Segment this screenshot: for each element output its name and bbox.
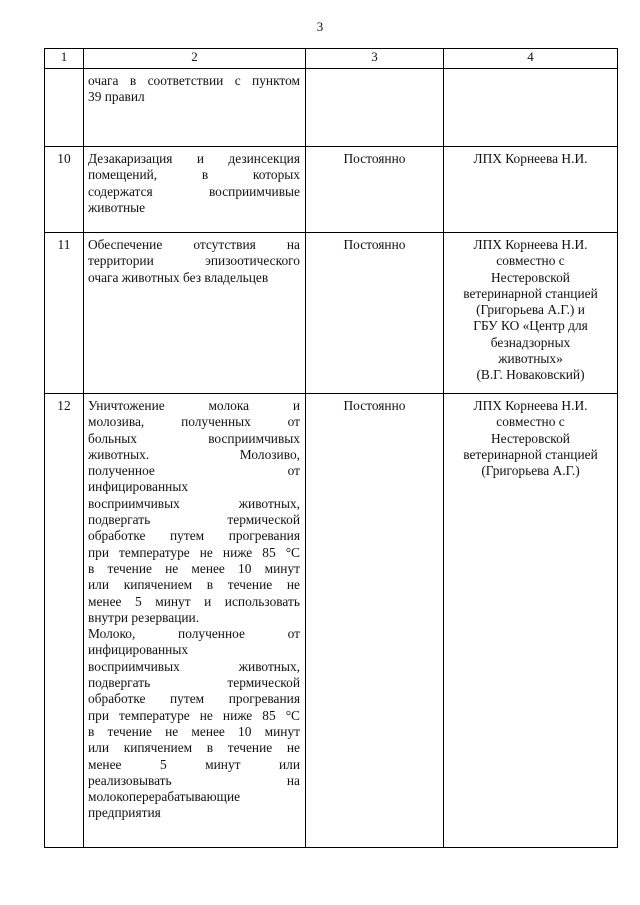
description-line: внутри резервации. xyxy=(88,609,200,625)
responsible-line: (Григорьева А.Г.) и xyxy=(476,302,585,318)
responsible-line: Нестеровской xyxy=(491,269,570,285)
column-header: 2 xyxy=(84,49,306,69)
responsible-line: (Григорьева А.Г.) xyxy=(481,463,580,479)
row-number: 11 xyxy=(45,233,84,394)
description-line: или кипячением в течение не xyxy=(88,740,300,756)
description-line: реализовывать на xyxy=(88,772,300,788)
header-row xyxy=(45,49,618,69)
description-line: очага в соответствии с пунктом xyxy=(88,73,300,88)
responsible-line: безнадзорных xyxy=(490,334,571,350)
description-line: Уничтожение молока и xyxy=(88,398,300,413)
table-row xyxy=(45,394,618,848)
plan-table xyxy=(44,48,618,848)
description-line: полученное от xyxy=(88,463,300,479)
description-line: подвергать термической xyxy=(88,512,300,528)
responsible-party xyxy=(444,233,618,394)
page-number: 3 xyxy=(316,19,324,34)
description-line: больных восприимчивых xyxy=(88,430,300,446)
description-line: Дезакаризация и дезинсекция xyxy=(88,151,300,166)
description-line: Обеспечение отсутствия на xyxy=(88,237,300,252)
description-line: 39 правил xyxy=(88,89,145,105)
description-line: обработке путем прогревания xyxy=(88,528,300,544)
responsible-line: ветеринарной станцией xyxy=(463,446,598,462)
description-line: инфицированных xyxy=(88,479,189,495)
description-line: восприимчивых животных, xyxy=(88,658,300,674)
column-header: 4 xyxy=(444,49,618,69)
description-line: при температуре не ниже 85 °С xyxy=(88,707,300,723)
description-line: менее 5 минут или xyxy=(88,756,300,772)
description-line: в течение не менее 10 минут xyxy=(88,560,300,576)
description-line: подвергать термической xyxy=(88,675,300,691)
measure-description xyxy=(84,69,306,147)
description-line: территории эпизоотического xyxy=(88,253,300,269)
table-row xyxy=(45,147,618,233)
table-row xyxy=(45,69,618,147)
description-line: предприятия xyxy=(88,805,161,821)
description-line: обработке путем прогревания xyxy=(88,691,300,707)
description-line: восприимчивых животных, xyxy=(88,495,300,511)
responsible-line: ЛПХ Корнеева Н.И. xyxy=(473,237,588,252)
responsible-line: ЛПХ Корнеева Н.И. xyxy=(473,151,588,166)
responsible-line: ГБУ КО «Центр для xyxy=(473,318,588,334)
description-line: при температуре не ниже 85 °С xyxy=(88,544,300,560)
description-line: или кипячением в течение не xyxy=(88,577,300,593)
description-line: Молоко, полученное от xyxy=(88,626,300,642)
measure-description xyxy=(84,394,306,848)
table-row xyxy=(45,233,618,394)
deadline: Постоянно xyxy=(306,233,444,394)
responsible-line: животных» xyxy=(498,351,563,367)
responsible-line: (В.Г. Новаковский) xyxy=(476,367,585,383)
description-line: молозива, полученных от xyxy=(88,414,300,430)
responsible-line: ветеринарной станцией xyxy=(463,285,598,301)
description-line: очага животных без владельцев xyxy=(88,269,269,285)
responsible-party xyxy=(444,69,618,147)
responsible-party xyxy=(444,394,618,848)
row-number: 10 xyxy=(45,147,84,233)
deadline xyxy=(306,69,444,147)
responsible-line: совместно с xyxy=(496,414,565,430)
row-number: 12 xyxy=(45,394,84,848)
column-header: 3 xyxy=(306,49,444,69)
column-header: 1 xyxy=(45,49,84,69)
description-line: в течение не менее 10 минут xyxy=(88,723,300,739)
measure-description xyxy=(84,147,306,233)
measure-description xyxy=(84,233,306,394)
description-line: менее 5 минут и использовать xyxy=(88,593,300,609)
description-line: помещений, в которых xyxy=(88,167,300,183)
responsible-line: совместно с xyxy=(496,253,565,269)
responsible-line: Нестеровской xyxy=(491,430,570,446)
description-line: животных. Молозиво, xyxy=(88,446,300,462)
deadline: Постоянно xyxy=(306,147,444,233)
description-line: инфицированных xyxy=(88,642,189,658)
description-line: животные xyxy=(88,199,146,215)
row-number xyxy=(45,69,84,147)
description-line: молокоперерабатывающие xyxy=(88,789,241,805)
responsible-party xyxy=(444,147,618,233)
description-line: содержатся восприимчивые xyxy=(88,183,300,199)
deadline: Постоянно xyxy=(306,394,444,848)
responsible-line: ЛПХ Корнеева Н.И. xyxy=(473,398,588,413)
